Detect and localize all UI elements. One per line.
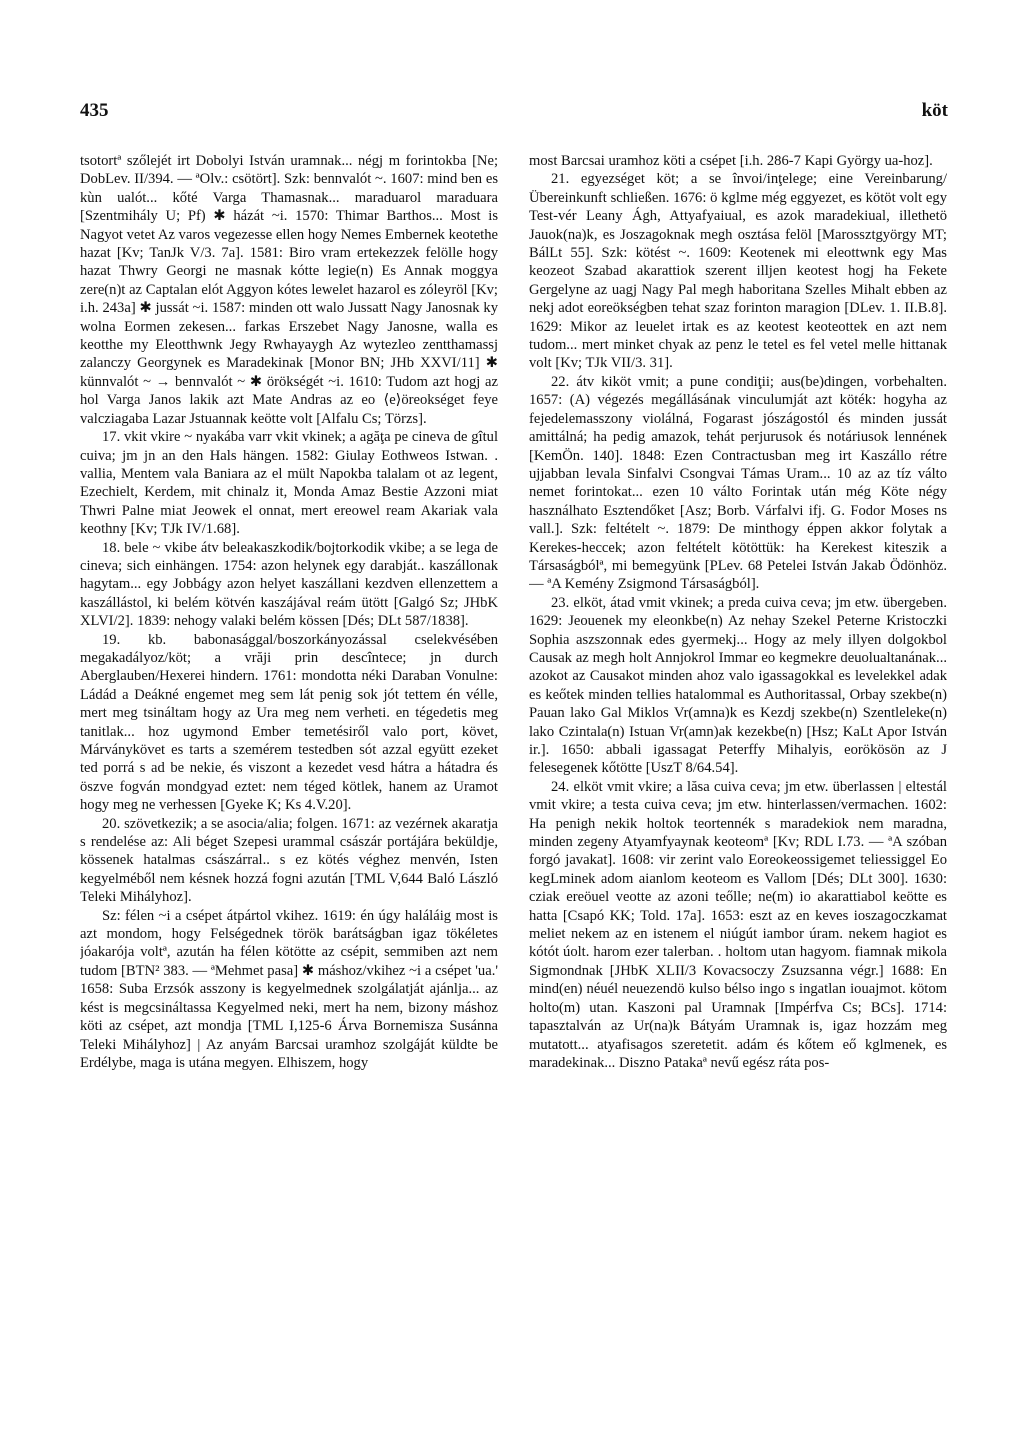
left-paragraph: tsotortª szőlejét irt Dobolyi István uramnak... négj m forintokba [Ne; DobLev. II/394. — ªOlv.: csötört]. Szk: bennvalót ~. 1607: mind ben es kùn ualót... kőté Varga Thamasnak... maraduarol maraduara [Szentmihály U; Pf) ✱ házát ~i. 1570: Thimar Barthos... Most is Nagyot vetet Az varos vegezesse ellen hogy Nemes Embernek keotethe hazat [Kv; TanJk V/3. 7a]. 1581: Biro vram ertekezzek felölle hogy hazat Thwry Georgi ne masnak kótte legie(n) Es Annak moggya zere(n)t az Captalan elót Aggyon kótes lewelet hazarol es zóleyröl [Kv; i.h. 243a] ✱ jussát ~i. 1587: minden ott walo Jussatt Nagy Janosnak ky wolna Eormen zekesen... farkas Erszebet Nagy Janosne, walla es keotthe my Eleotthwnk Jegy Rwhayaygh Az wytezleo zentthamassj zalanczy Georgynek es Maradekinak [Monor BN; JHb XXVI/11] ✱ künnvalót ~ → bennvalót ~ ✱ örökségét ~i. 1610: Tudom azt hogj az hol Varga Janos lakik azt Mate Andras az eo ⟨e⟩öreokséget feye valcziagaba Lazar Jstuannak keötte volt [Alfalu Cs; Törzs]. (80, 153, 498, 427)
page-number: 435 (80, 100, 109, 121)
running-headword: köt (921, 100, 948, 121)
right-column (529, 152, 947, 1402)
left-paragraph: 18. bele ~ vkibe átv beleakaszkodik/bojtorkodik vkibe; a se lega de cineva; sich einhängen. 1754: azon helynek egy darabját.. kaszállonak hagytam... egy Jobbágy azon helyet kaszállani kezdven ellenzettem a kaszállástol, ki belém kötvén kaszájával reám ütött [Galgó Sz; JHbK XLVI/2]. 1839: nehogy valaki belém kössen [Dés; DLt 587/1838]. (80, 539, 498, 630)
left-paragraph: Sz: félen ~i a csépet átpártol vkihez. 1619: én úgy haláláig most is azt mondom, hogy Felségednek török barátságban igaz tökéletes jóakarója voltª, azután ha félen kötötte az csépit, semmiben azt nem tudom [BTN² 383. — ªMehmet pasa] ✱ máshoz/vkihez ~i a csépet 'ua.' 1658: Suba Erzsók asszony is kegyelmednek szolgálatját ajánlja... az kést is megcsináltassa Kegyelmed neki, mert ha nem, bizony máshoz köti az csépet, azt mondja [TML I,125-6 Árva Bornemisza Susánna Teleki Mihályhoz] | Az anyám Barcsai uramhoz szolgáját küldte be Erdélybe, maga is utána megyen. Elhiszem, hogy (80, 907, 498, 1071)
right-paragraph: 24. elköt vmit vkire; a lăsa cuiva ceva; jm etw. überlassen | eltestál vmit vkire; a testa cuiva ceva; jm etw. hinterlassen/vermachen. 1602: Ha penigh nekik holtok teortennék s maradekiok nem maradna, minden zegeny Atyamfyaynak keoteomª [Kv; RDL I.73. — ªA szóban forgó javakat]. 1608: vir zerint valo Eoreokeossigemet teliessiggel Eo kegLminek adom aianlom keoteom es Vallom [Dés; DLt 300]. 1630: cziak ereöuel veotte az azoni teőlle; ne(m) io akarattiabol keötte es hatta [Csapó KK; Told. 17a]. 1653: eszt az en keves ioszagoczkamat meliet nekem az en istenem el niúgút iambor úram. nekem hagiot es kótót úolt. harom ezer talerban. . holtom utan hagyom. fiamnak mikola Sigmondnak [JHbK XLII/3 Kovacsoczy Zsuzsanna végr.] 1688: En mind(en) néuél neuezendö kulso bélso ingo s ingatlan iouajmot. kötom holto(m) utan. Kaszoni pal Uramnak [Impérfva Cs; BCs]. 1714: tapasztalván az Ur(na)k Bátyám Uramnak is, igaz hozzám meg mutatott... atyafisagos szeretetit. adám és kőtem eő kglmenek, es maradekinak... Diszno Patakaª nevű egész ráta pos- (529, 778, 947, 1071)
right-paragraph: 23. elköt, átad vmit vkinek; a preda cuiva ceva; jm etw. übergeben. 1629: Jeouenek my eleonkbe(n) Az nehay Szekel Peterne Kristoczki Sophia aszszonnak edes gyermekj... Hogy az mely illyen dolgokbol Causak az megh holt Annjokrol Immar eo kegmekre deuolualtanának... azokot az Causakot minden ahoz valo igassagokkal es levelekkel adak es keőtek minden tellies hatalommal es Authoritassal, Orbay szekbe(n) Pauan lako Gal Miklos Vr(amna)k es Kezdj szekbe(n) Szentleleke(n) lako Czintala(n) Istuan Vr(amn)ak kezekbe(n) [Hsz; KaLt Apor István ir.]. 1650: abbali igassagat Peterffy Mihalyis, eorökösön az J felesegenek kőtötte [UszT 8/64.54]. (529, 594, 947, 777)
left-paragraph: 19. kb. babonasággal/boszorkányozással cselekvésében megakadályoz/köt; a vrăji prin descîntece; jn durch Aberglauben/Hexerei hindern. 1761: mondotta néki Daraban Vonulne: Ládád a Deákné engemet meg sem lát penig sok jót tettem én vélle, mert meg tsináltam hogy az Ura meg nem verheti. en tégedetis meg tanitlak... hoz ugymond Ember temetésiről valo port, követ, Márványkövet es tarts a szemérem testedben sót azzal együtt ezeket ted porrá s ad be nekie, és viszont a kezedet vesd hátra a hátadra és öszve fogván mondgyad eztet: nem téged kötlek, hanem az Uramot hogy meg ne verhessen [Gyeke K; Ks 4.V.20]. (80, 631, 498, 814)
left-column (80, 152, 498, 1402)
right-paragraph: 22. átv kiköt vmit; a pune condiţii; aus(be)dingen, vorbehalten. 1657: (A) végezés megállásának vinculumját azt köték: hogyha az fejedelemasszony violálná, Fogarast jószágostól és minden jussát amittálná; ha pedig amazok, tehát perjurusok és notáriusok lennének [KemÖn. 140]. 1848: Ezen Contractusban meg irt Kaszállo rétre ujjabban levala Sinfalvi Csongvai Támas Uram... 10 az az tíz válto nemet forintokat... ezen 10 válto Forintak után még Köte négy használhato Esztendőket [Asz; Borb. Várfalvi ifj. G. Fodor Moses ns vall.]. Szk: feltételt ~. 1879: De minthogy éppen akkor folytak a Kerekes-heccek; azon feltételt kötöttük: ha Kerekest kiteszik a Társaságbólª, mi bemegyünk [PLev. 68 Petelei István Jakab Ödönhöz. — ªA Kemény Zsigmond Társaságból]. (529, 373, 947, 593)
left-paragraph: 17. vkit vkire ~ nyakába varr vkit vkinek; a agăţa pe cineva de gîtul cuiva; jm jn an den Hals hängen. 1582: Giulay Eothweos Istwan. . vallia, Mentem vala Baniara az el mült Napokba talalam ot az legent, Ezechielt, Kerdem, mit chinalz it, Monda Amaz Bestie Azzoni miat Thwri Palne miat Jeowek el onnat, mert ereowel ream Akariak vala keothny [Kv; TJk IV/1.68]. (80, 429, 498, 538)
left-paragraph: 20. szövetkezik; a se asocia/alia; folgen. 1671: az vezérnek akaratja s rendelése az: Ali béget Szepesi urammal császár portájára beküldje, kössenek hatalmas császárral.. s ez kötés véghez menvén, Isten kegyelméből nem késnek hozzá fogni azután [TML V,644 Baló László Teleki Mihályhoz]. (80, 815, 498, 906)
page-header (80, 100, 948, 130)
right-paragraph: most Barcsai uramhoz köti a csépet [i.h. 286-7 Kapi György ua-hoz]. (529, 153, 933, 169)
right-paragraph: 21. egyezséget köt; a se învoi/inţelege; eine Vereinbarung/Übereinkunft schließen. 1676: ö kglme még eggyezet, es kötöt volt egy Test-vér Leany Ágh, Attyafyaiual, es azok maradekiual, illethetö Jauok(na)k, es Joszagoknak megh osztása felöl [Marossztgyörgy MT; BálLt 55]. Szk: kötést ~. 1609: Keotenek mi eleottwnk egy Mas keozeot Szabad akarattiok szerent illjen keotest hogj ha Fekete Gergelyne az uagj Nagy Pal megh haboritana Szelles Mihalt ebben az nekj adot eoreökségben tehat szaz forinton maragion [DLev. 1. II.B.8]. 1629: Mikor az leuelet irtak es az keotest keoteottek en azt nem tudom... mert minket chyak az penz le tetel es fel vetel melle hittanak volt [Kv; TJk VII/3. 31]. (529, 171, 947, 372)
